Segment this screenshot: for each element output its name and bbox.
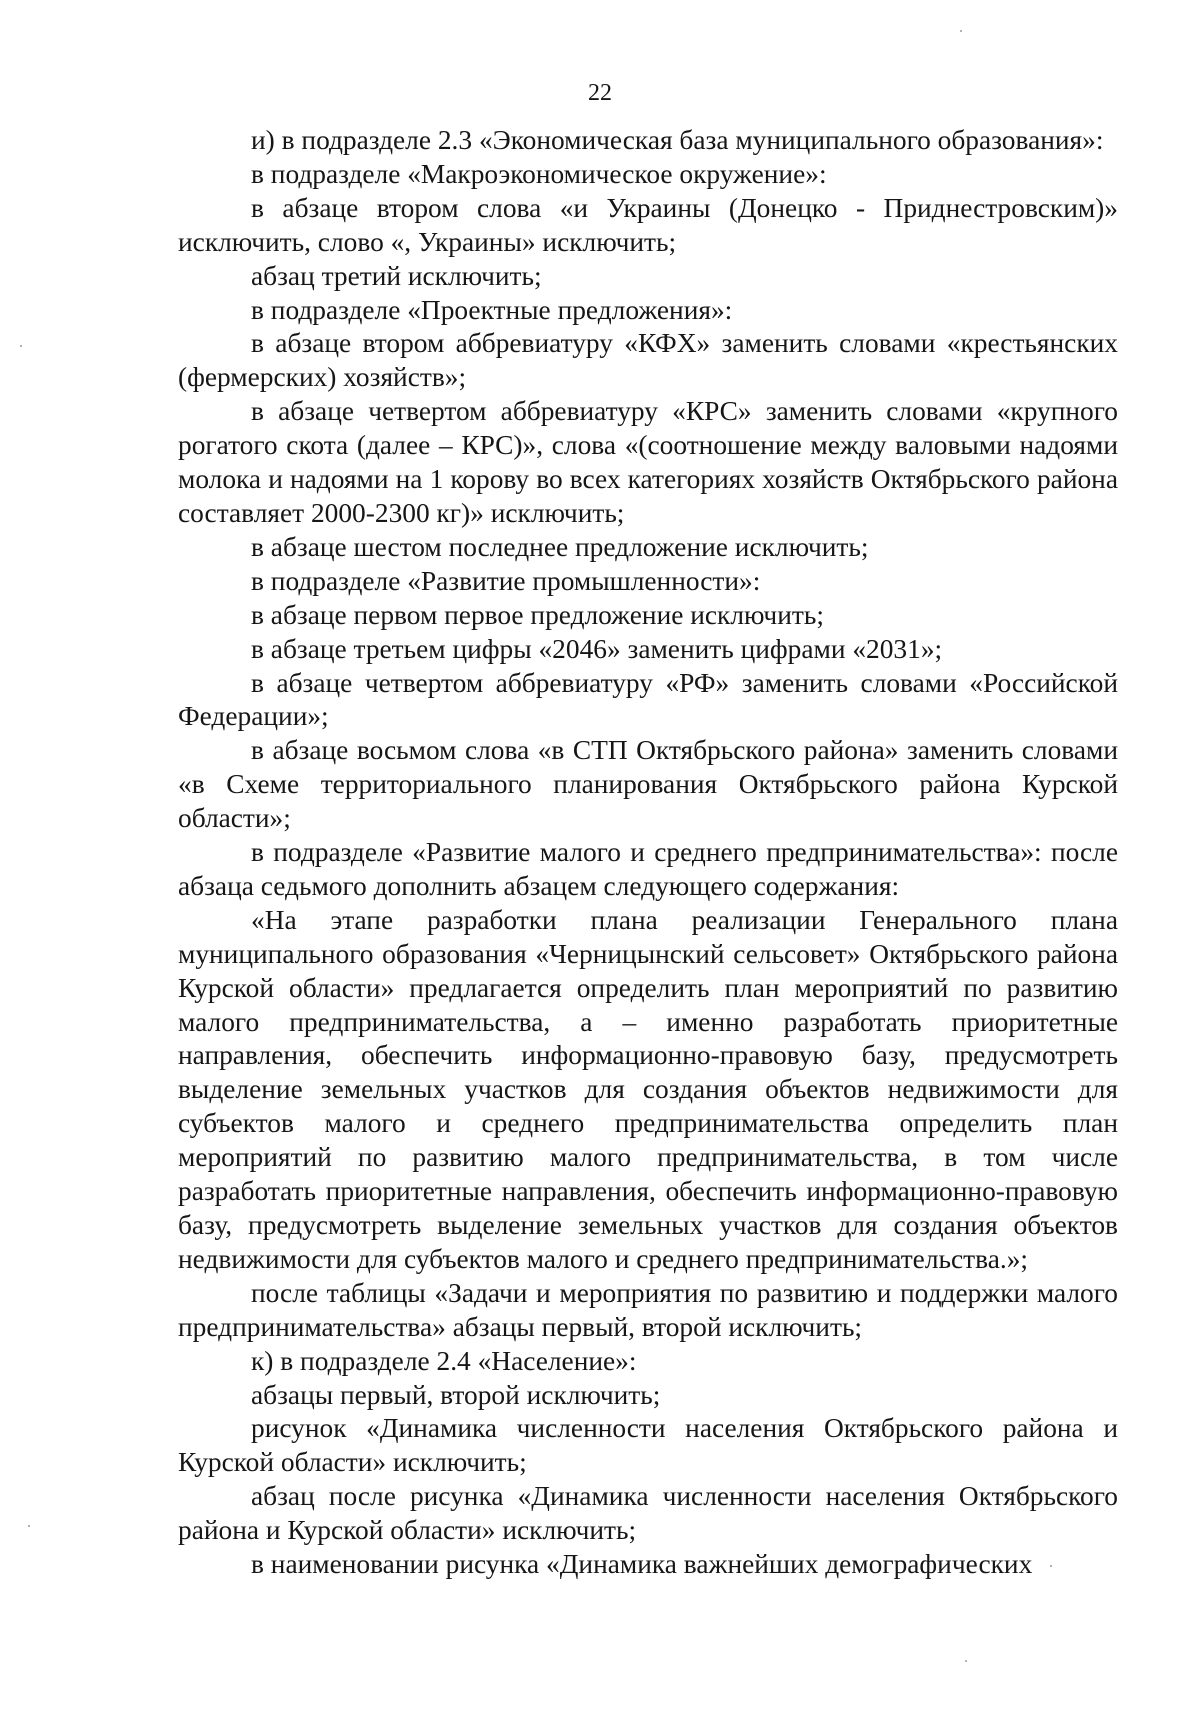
paragraph: в абзаце первом первое предложение исключить; (251, 599, 824, 630)
scan-speck (965, 1660, 967, 1662)
paragraph: в абзаце втором аббревиатуру «КФХ» заменить словами «крестьянских (фермерских) хозяйств»; (178, 328, 1118, 393)
paragraph: абзац после рисунка «Динамика численности населения Октябрьского района и Курской области» исключить; (178, 1481, 1118, 1546)
paragraph: в абзаце втором слова «и Украины (Донецко - Приднестровским)» исключить, слово «, Украины» исключить; (178, 192, 1118, 257)
scan-speck (960, 30, 962, 32)
paragraph: абзац третий исключить; (251, 260, 542, 291)
paragraph: абзацы первый, второй исключить; (251, 1379, 661, 1410)
scan-speck (20, 345, 22, 347)
paragraph: в абзаце шестом последнее предложение исключить; (251, 531, 869, 562)
paragraph: в наименовании рисунка «Динамика важнейших демографических (251, 1549, 1033, 1580)
paragraph: в абзаце четвертом аббревиатуру «РФ» заменить словами «Российской Федерации»; (178, 667, 1118, 732)
paragraph: в подразделе «Развитие малого и среднего предпринимательства»: после абзаца седьмого дополнить абзацем следующего содержания: (178, 837, 1118, 901)
paragraph: в абзаце восьмом слова «в СТП Октябрьского района» заменить словами «в Схеме территориального планирования Октябрьского района Курской области»; (178, 735, 1118, 834)
paragraph: в абзаце третьем цифры «2046» заменить цифрами «2031»; (251, 633, 943, 664)
paragraph: после таблицы «Задачи и мероприятия по развитию и поддержки малого предпринимательства» абзацы первый, второй исключить; (178, 1277, 1118, 1342)
paragraph: и) в подразделе 2.3 «Экономическая база муниципального образования»: (251, 125, 1104, 155)
paragraph: в подразделе «Проектные предложения»: (251, 294, 733, 325)
scan-speck (1050, 1565, 1052, 1567)
paragraph: «На этапе разработки плана реализации Генерального плана муниципального образования «Черницынский сельсовет» Октябрьского района Курской области» предлагается определить план мероприятий по развитию малого предпринимательства, а – именно разработать приоритетные направления, обеспечить информационно-правовую базу, предусмотреть выделение земельных участков для создания объектов недвижимости для субъектов малого и среднего предпринимательства определить план мероприятий по развитию малого предпринимательства, в том числе разработать приоритетные направления, обеспечить информационно-правовую базу, предусмотреть выделение земельных участков для создания объектов недвижимости для субъектов малого и среднего предпринимательства.»; (178, 904, 1118, 1274)
paragraph: рисунок «Динамика численности населения Октябрьского района и Курской области» исключить; (178, 1413, 1118, 1478)
document-body (178, 124, 1118, 1582)
paragraph: к) в подразделе 2.4 «Население»: (251, 1345, 637, 1376)
paragraph: в абзаце четвертом аббревиатуру «КРС» заменить словами «крупного рогатого скота (далее – КРС)», слова «(соотношение между валовыми надоями молока и надоями на 1 корову во всех категориях хозяйств Октябрьского района составляет 2000-2300 кг)» исключить; (178, 396, 1118, 528)
paragraph: в подразделе «Развитие промышленности»: (251, 565, 761, 596)
paragraph: в подразделе «Макроэкономическое окружение»: (251, 158, 827, 189)
page-number: 22 (588, 80, 612, 106)
scan-speck (28, 1525, 30, 1527)
